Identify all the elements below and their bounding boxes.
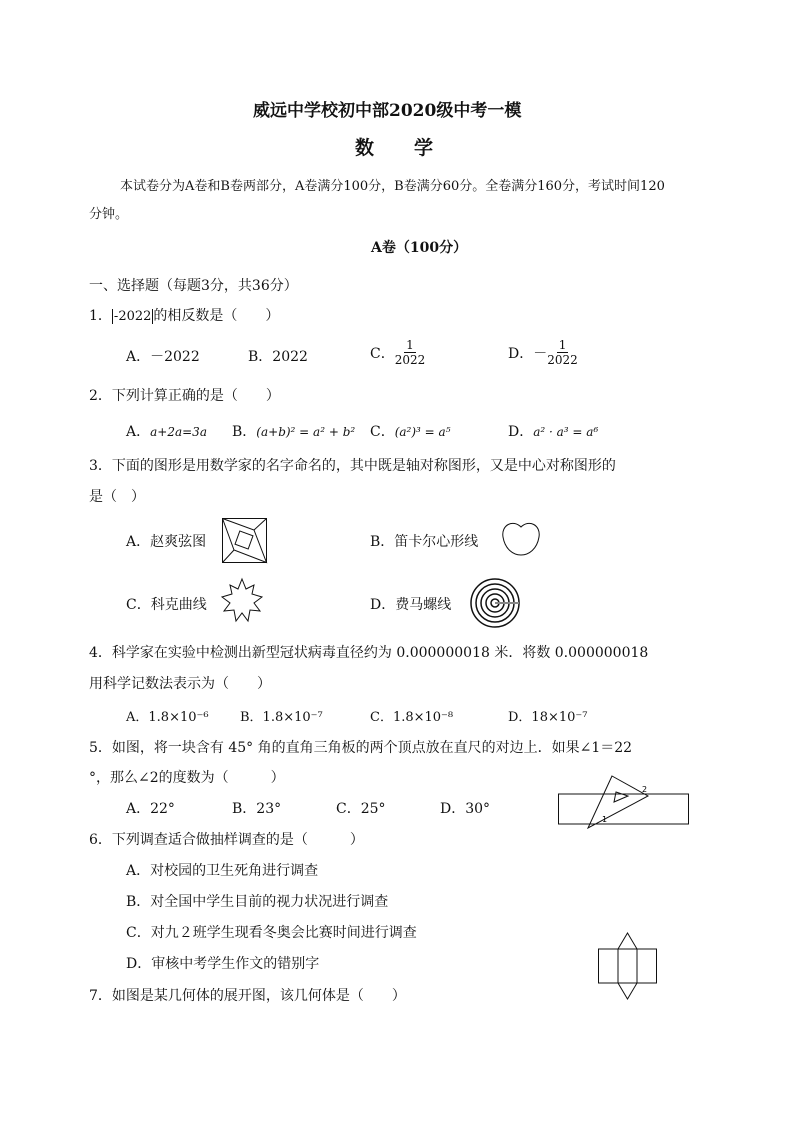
q1-option-d-label: D．－	[508, 345, 548, 362]
q1-c-numerator: 1	[406, 338, 414, 352]
q3-option-b: B．笛卡尔心形线	[370, 534, 479, 550]
section-a-heading: A卷（100分）	[371, 240, 468, 256]
q2-b-label: B．	[232, 424, 257, 440]
q1-option-d	[508, 338, 578, 367]
intro-line-2: 分钟。	[89, 207, 129, 222]
q1-option-a: A．－2022	[126, 349, 200, 365]
question-2-stem: 2．下列计算正确的是（ ）	[89, 388, 280, 404]
q5-option-b: B．23°	[232, 801, 282, 817]
q2-c-expr: (a²)³ = a⁵	[394, 425, 451, 439]
q4-option-d: D．18×10⁻⁷	[508, 710, 588, 725]
question-5-stem-1: 5．如图，将一块含有 45° 角的直角三角板的两个顶点放在直尺的对边上．如果∠1＝22	[89, 740, 633, 756]
q1-number: 1．	[89, 308, 112, 324]
q2-a-expr: a+2a=3a	[150, 425, 207, 439]
intro-line-1: 本试卷分为A卷和B卷两部分，A卷满分100分，B卷满分60分。全卷满分160分，考试时间120	[120, 179, 665, 194]
question-5-stem-2: °，那么∠2的度数为（ ）	[89, 770, 285, 786]
q2-option-b	[232, 421, 355, 441]
q5-option-a: A．22°	[126, 801, 175, 817]
question-3-stem-1: 3．下面的图形是用数学家的名字命名的，其中既是轴对称图形，又是中心对称图形的	[89, 458, 616, 474]
q1-option-c-label: C．	[370, 345, 395, 362]
q5-option-c: C．25°	[336, 801, 386, 817]
question-7-stem: 7．如图是某几何体的展开图，该几何体是（ ）	[89, 988, 406, 1004]
q2-option-d	[508, 421, 598, 441]
q6-option-c: C．对九２班学生现看冬奥会比赛时间进行调查	[126, 925, 417, 941]
subject-title: 数学	[355, 137, 474, 159]
q1-option-c	[370, 338, 425, 367]
q1-c-denominator: 2022	[394, 353, 426, 367]
q1-stem-text: 的相反数是（ ）	[153, 308, 280, 324]
fig-angle-2-label: 2	[642, 785, 648, 794]
q2-b-expr: (a+b)² = a² + b²	[256, 425, 356, 439]
q3-option-d: D．费马螺线	[370, 597, 452, 613]
question-3-stem-2: 是（ ）	[89, 489, 145, 505]
q1-option-b: B．2022	[248, 349, 308, 365]
cardioid-curve-icon	[501, 521, 541, 557]
q2-d-expr: a² · a³ = a⁶	[533, 425, 599, 439]
q3-option-a: A．赵爽弦图	[126, 534, 207, 550]
question-6-stem: 6．下列调查适合做抽样调查的是（ ）	[89, 832, 364, 848]
q1-absolute-value: -2022	[113, 309, 152, 324]
question-1-stem	[89, 305, 279, 325]
q5-option-d: D．30°	[440, 801, 491, 817]
koch-curve-icon	[218, 577, 266, 625]
question-4-stem-2: 用科学记数法表示为（ ）	[89, 676, 271, 692]
q6-option-a: A．对校园的卫生死角进行调查	[126, 863, 319, 879]
q2-a-label: A．	[126, 424, 151, 440]
part-1-heading: 一、选择题（每题3分，共36分）	[89, 278, 298, 294]
q4-option-a: A．1.8×10⁻⁶	[126, 710, 209, 725]
q6-option-b: B．对全国中学生目前的视力状况进行调查	[126, 894, 389, 910]
q1-d-numerator: 1	[558, 338, 567, 352]
q6-option-d: D．审核中考学生作文的错别字	[126, 956, 320, 972]
q1-d-denominator: 2022	[547, 353, 578, 367]
q4-option-b: B．1.8×10⁻⁷	[240, 710, 323, 725]
prism-net-figure	[598, 931, 658, 1003]
exam-title: 威远中学校初中部2020级中考一模	[253, 101, 522, 121]
question-4-stem-1: 4．科学家在实验中检测出新型冠状病毒直径约为 0.000000018 米．将数 0.000000018	[89, 645, 649, 661]
q2-option-c	[370, 421, 451, 441]
fermat-spiral-icon	[469, 577, 521, 629]
fig-angle-1-label: 1	[602, 815, 608, 824]
zhao-shuang-diagram-icon	[222, 518, 268, 564]
q2-d-label: D．	[508, 424, 534, 440]
q2-option-a	[126, 421, 207, 441]
q4-option-c: C．1.8×10⁻⁸	[370, 710, 454, 725]
q3-option-c: C．科克曲线	[126, 597, 207, 613]
q2-c-label: C．	[370, 424, 395, 440]
ruler-triangle-figure	[558, 774, 690, 830]
